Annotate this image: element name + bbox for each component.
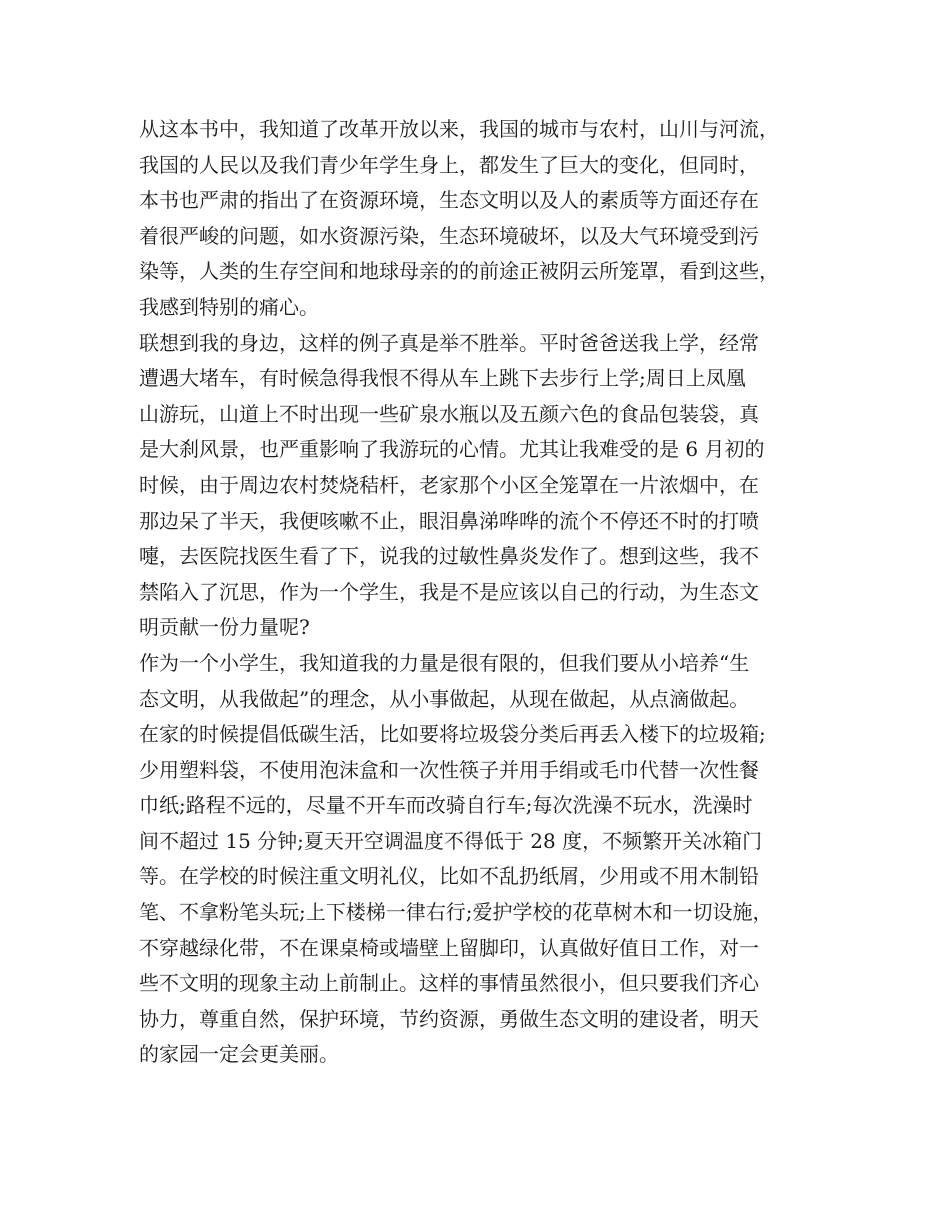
paragraph-2: [139, 326, 819, 646]
text-line: 不穿越绿化带，不在课桌椅或墙壁上留脚印，认真做好值日工作，对一: [139, 935, 759, 960]
text-line: 笔、不拿粉笔头玩;上下楼梯一律右行;爱护学校的花草树木和一切设施，: [139, 900, 773, 925]
text-line: 山游玩，山道上不时出现一些矿泉水瓶以及五颜六色的食品包装袋，真: [139, 401, 759, 426]
text-line: 那边呆了半天，我便咳嗽不止，眼泪鼻涕哗哗的流个不停还不时的打喷: [139, 508, 759, 533]
text-line: 着很严峻的问题，如水资源污染，生态环境破坏，以及大气环境受到污: [139, 223, 759, 248]
document-body: [139, 112, 819, 1073]
text-line: 协力，尊重自然，保护环境，节约资源，勇做生态文明的建设者，明天: [139, 1006, 759, 1031]
text-line: 态文明，从我做起”的理念，从小事做起，从现在做起，从点滴做起。: [139, 686, 750, 711]
text-line: 作为一个小学生，我知道我的力量是很有限的，但我们要从小培养“生: [139, 650, 750, 675]
text-line: 禁陷入了沉思，作为一个学生，我是不是应该以自己的行动，为生态文: [139, 579, 759, 604]
text-line: 些不文明的现象主动上前制止。这样的事情虽然很小，但只要我们齐心: [139, 971, 759, 996]
text-line: 联想到我的身边，这样的例子真是举不胜举。平时爸爸送我上学，经常: [139, 330, 759, 355]
paragraph-1: [139, 112, 819, 326]
text-line: 染等，人类的生存空间和地球母亲的的前途正被阴云所笼罩，看到这些，: [139, 259, 779, 284]
text-line: 嚏，去医院找医生看了下，说我的过敏性鼻炎发作了。想到这些，我不: [139, 544, 759, 569]
text-line: 在家的时候提倡低碳生活，比如要将垃圾袋分类后再丢入楼下的垃圾箱;: [139, 722, 766, 747]
text-line: 时候，由于周边农村焚烧秸杆，老家那个小区全笼罩在一片浓烟中，在: [139, 472, 759, 497]
text-line: 间不超过 15 分钟;夏天开空调温度不得低于 28 度，不频繁开关冰箱门: [139, 828, 763, 853]
text-line: 少用塑料袋，不使用泡沫盒和一次性筷子并用手绢或毛巾代替一次性餐: [139, 757, 759, 782]
text-line: 巾纸;路程不远的，尽量不开车而改骑自行车;每次洗澡不玩水，洗澡时: [139, 793, 753, 818]
paragraph-3: [139, 646, 819, 1073]
text-line: 从这本书中，我知道了改革开放以来，我国的城市与农村，山川与河流，: [139, 117, 779, 141]
text-line: 本书也严肃的指出了在资源环境，生态文明以及人的素质等方面还存在: [139, 188, 759, 213]
text-line: 遭遇大堵车，有时候急得我恨不得从车上跳下去步行上学;周日上凤凰: [139, 366, 746, 391]
text-line: 等。在学校的时候注重文明礼仪，比如不乱扔纸屑，少用或不用木制铅: [139, 864, 759, 889]
text-line: 是大刹风景，也严重影响了我游玩的心情。尤其让我难受的是 6 月初的: [139, 437, 765, 462]
text-line: 明贡献一份力量呢?: [139, 615, 310, 640]
text-line: 我国的人民以及我们青少年学生身上，都发生了巨大的变化，但同时，: [139, 152, 759, 177]
text-line: 的家园一定会更美丽。: [139, 1042, 339, 1067]
text-line: 我感到特别的痛心。: [139, 294, 319, 319]
